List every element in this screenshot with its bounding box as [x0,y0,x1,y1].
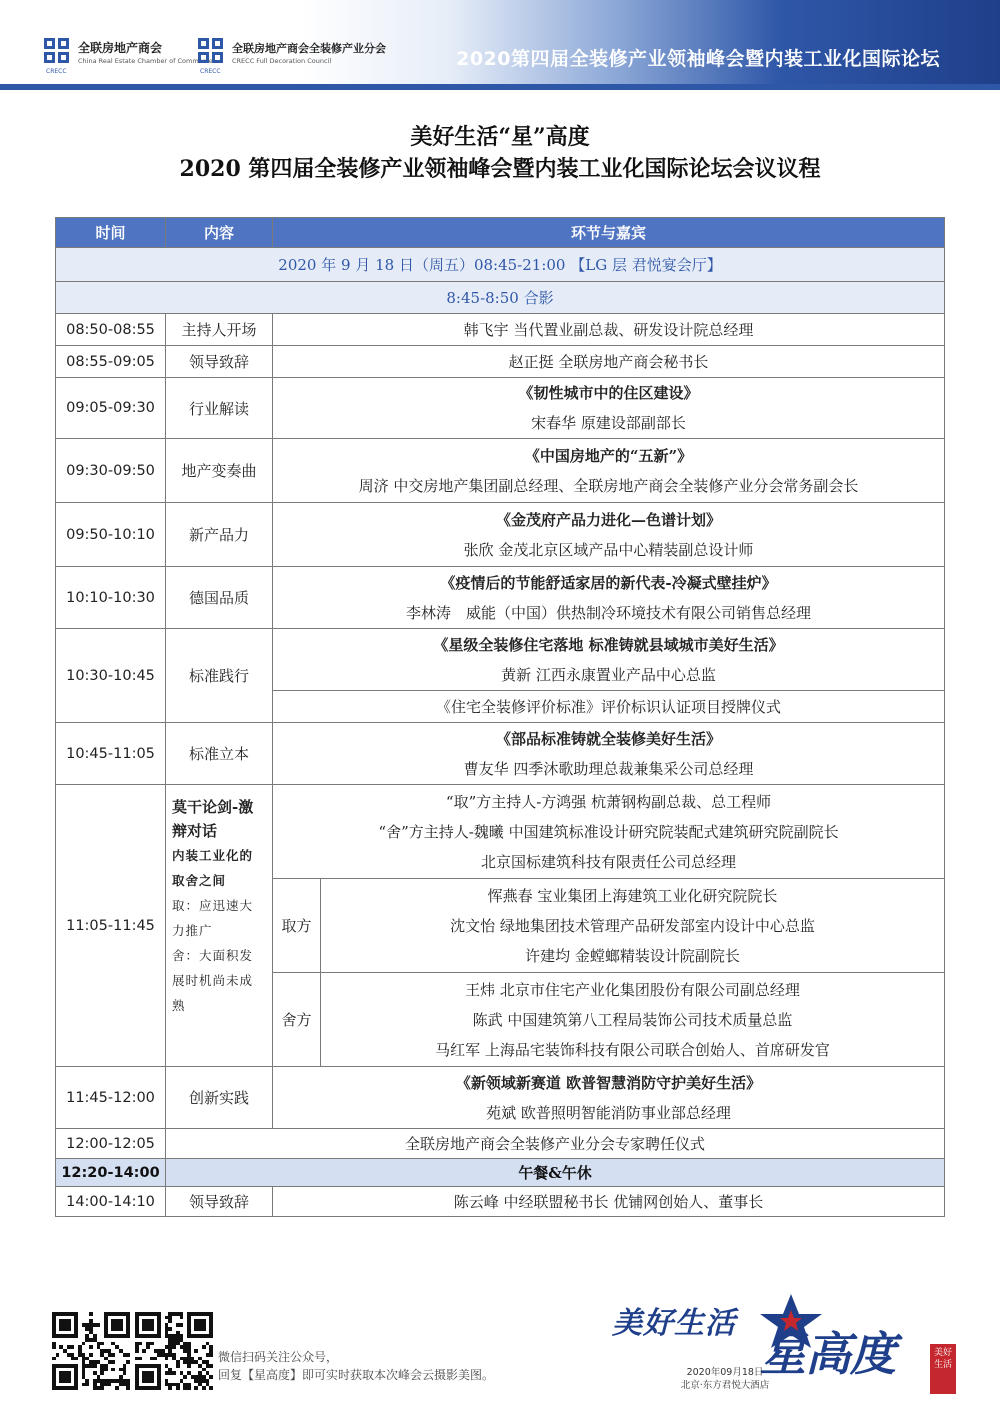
row-time: 11:05-11:45 [56,785,166,1067]
table-row [56,723,945,785]
row-segment: 创新实践 [166,1067,273,1129]
row-time: 10:45-11:05 [56,723,166,785]
page-title: 美好生活“星”高度 [410,124,590,150]
guest-line: 沈文怡 绿地集团技术管理产品研发部室内设计中心总监 [450,916,815,935]
debate-take: 取：应迅速大力推广 [172,898,254,938]
row-detail: 韩飞宇 当代置业副总裁、研发设计院总经理 [273,314,945,346]
guest-line: 马红军 上海品宅装饰科技有限公司联合创始人、首席研发官 [435,1040,830,1059]
council-logo-icon: CRECC [198,38,226,66]
table-row [56,439,945,503]
talk-title: 《新领域新赛道 欧普智慧消防守护美好生活》 [455,1073,762,1092]
speaker: 宋春华 原建设部副部长 [531,414,686,432]
event-title: 2020第四届全装修产业领袖峰会暨内装工业化国际论坛 [456,48,940,70]
row-time: 08:55-09:05 [56,346,166,378]
row-segment: 标准立本 [166,723,273,785]
table-row [56,1067,945,1129]
host-line: “舍”方主持人-魏曦 中国建筑标准设计研究院装配式建筑研究院副院长 [378,822,839,841]
qr-code-icon [135,1312,213,1390]
row-segment: 主持人开场 [166,314,273,346]
date-row: 2020 年 9 月 18 日（周五）08:45-21:00 【LG 层 君悦宴会厅】 [56,248,945,282]
logo-council [198,38,386,75]
talk-title: 《星级全装修住宅落地 标准铸就县域城市美好生活》 [433,635,784,654]
row-segment: 领导致辞 [166,346,273,378]
debate-title: 莫干论剑-激辩对话 [172,798,254,840]
talk-title: 《韧性城市中的住区建设》 [518,384,699,402]
speaker: 曹友华 四季沐歌助理总裁兼集采公司总经理 [463,759,754,778]
host-line: “取”方主持人-方鸿强 杭萧钢构副总裁、总工程师 [445,792,772,811]
row-segment: 标准践行 [166,629,273,723]
guest-line: 恽燕春 宝业集团上海建筑工业化研究院院长 [487,886,778,905]
photo-row: 8:45-8:50 合影 [56,282,945,314]
row-detail [273,378,945,439]
row-segment: 地产变奏曲 [166,439,273,503]
row-detail [273,1067,945,1129]
logo1-en-name: China Real Estate Chamber of Commerce [78,57,213,65]
speaker: 张欣 金茂北京区域产品中心精装副总设计师 [463,540,754,559]
slogan-right: 星高度 [760,1327,895,1381]
agenda-table [55,217,945,1217]
row-detail: 《住宅全装修评价标准》评价标识认证项目授牌仪式 [273,691,945,723]
logo2-en-name: CRECC Full Decoration Council [232,56,332,65]
take-side-label: 取方 [273,879,321,973]
debate-give: 舍：大面积发展时机尚未成熟 [172,948,254,1013]
row-time: 12:20-14:00 [56,1159,166,1187]
table-header-row [56,218,945,248]
talk-title: 《疫情后的节能舒适家居的新代表-冷凝式壁挂炉》 [440,573,777,592]
row-time: 09:05-09:30 [56,378,166,439]
row-time: 10:30-10:45 [56,629,166,723]
row-segment: 行业解读 [166,378,273,439]
speaker: 苑斌 欧普照明智能消防事业部总经理 [486,1103,731,1122]
row-segment: 德国品质 [166,567,273,629]
slogan-left: 美好生活 [612,1306,736,1341]
row-time: 11:45-12:00 [56,1067,166,1129]
row-segment: 领导致辞 [166,1187,273,1217]
row-segment: 新产品力 [166,503,273,567]
guest-line: 陈武 中国建筑第八工程局装饰公司技术质量总监 [472,1010,793,1029]
row-detail: 全联房地产商会全装修产业分会专家聘任仪式 [166,1129,945,1159]
crecc-logo-icon: CRECC [44,38,72,66]
talk-title: 《中国房地产的“五新”》 [524,446,693,465]
row-detail [273,629,945,691]
header-stripe [0,84,1000,90]
page-subtitle: 2020 第四届全装修产业领袖峰会暨内装工业化国际论坛会议议程 [179,156,821,182]
row-detail [273,723,945,785]
table-row [56,503,945,567]
table-row [56,314,945,346]
header-session: 环节与嘉宾 [273,218,945,248]
header-content: 内容 [166,218,273,248]
talk-title: 《部品标准铸就全装修美好生活》 [496,729,722,748]
debate-subtitle: 内装工业化的取舍之间 [172,848,254,888]
table-row [56,629,945,691]
guest-line: 许建均 金螳螂精装设计院副院长 [525,946,740,965]
guest-line: 王炜 北京市住宅产业化集团股份有限公司副总经理 [465,980,800,999]
talk-title: 《金茂府产品力进化—色谱计划》 [496,510,722,529]
speaker: 黄新 江西永康置业产品中心总监 [501,665,716,684]
header-time: 时间 [56,218,166,248]
qr-caption: 微信扫码关注公众号， 回复【星高度】即可实时获取本次峰会云摄影美图。 [218,1350,495,1382]
row-detail [273,567,945,629]
row-detail [273,439,945,503]
row-detail: 陈云峰 中经联盟秘书长 优铺网创始人、董事长 [273,1187,945,1217]
row-time: 09:50-10:10 [56,503,166,567]
speaker: 周济 中交房地产集团副总经理、全联房地产商会全装修产业分会常务副会长 [358,476,859,495]
row-detail [273,503,945,567]
logo1-name: 全联房地产商会 [78,41,163,55]
event-date-venue: 2020年09月18日 北京·东方君悦大酒店 [680,1367,770,1391]
row-time: 09:30-09:50 [56,439,166,503]
table-row [56,1187,945,1217]
give-side-guests [321,973,945,1067]
table-row [56,346,945,378]
host-line: 北京国标建筑科技有限责任公司总经理 [481,852,737,871]
give-side-label: 舍方 [273,973,321,1067]
take-side-guests [321,879,945,973]
table-row [56,378,945,439]
qr-code-icon [52,1312,130,1390]
debate-hosts [273,785,945,879]
row-time: 10:10-10:30 [56,567,166,629]
debate-label [166,785,273,1067]
logo2-name: 全联房地产商会全装修产业分会 [232,41,386,55]
debate-host-row [56,785,945,879]
row-time: 08:50-08:55 [56,314,166,346]
row-time: 12:00-12:05 [56,1129,166,1159]
lunch-row [56,1159,945,1187]
ceremony-row [56,1129,945,1159]
seal-stamp: 美好生活 [930,1344,956,1394]
speaker: 李林涛 威能（中国）供热制冷环境技术有限公司销售总经理 [406,603,812,622]
row-time: 14:00-14:10 [56,1187,166,1217]
row-detail: 午餐&午休 [166,1159,945,1187]
logo-crecc [44,38,213,75]
table-row [56,567,945,629]
row-detail: 赵正挺 全联房地产商会秘书长 [273,346,945,378]
